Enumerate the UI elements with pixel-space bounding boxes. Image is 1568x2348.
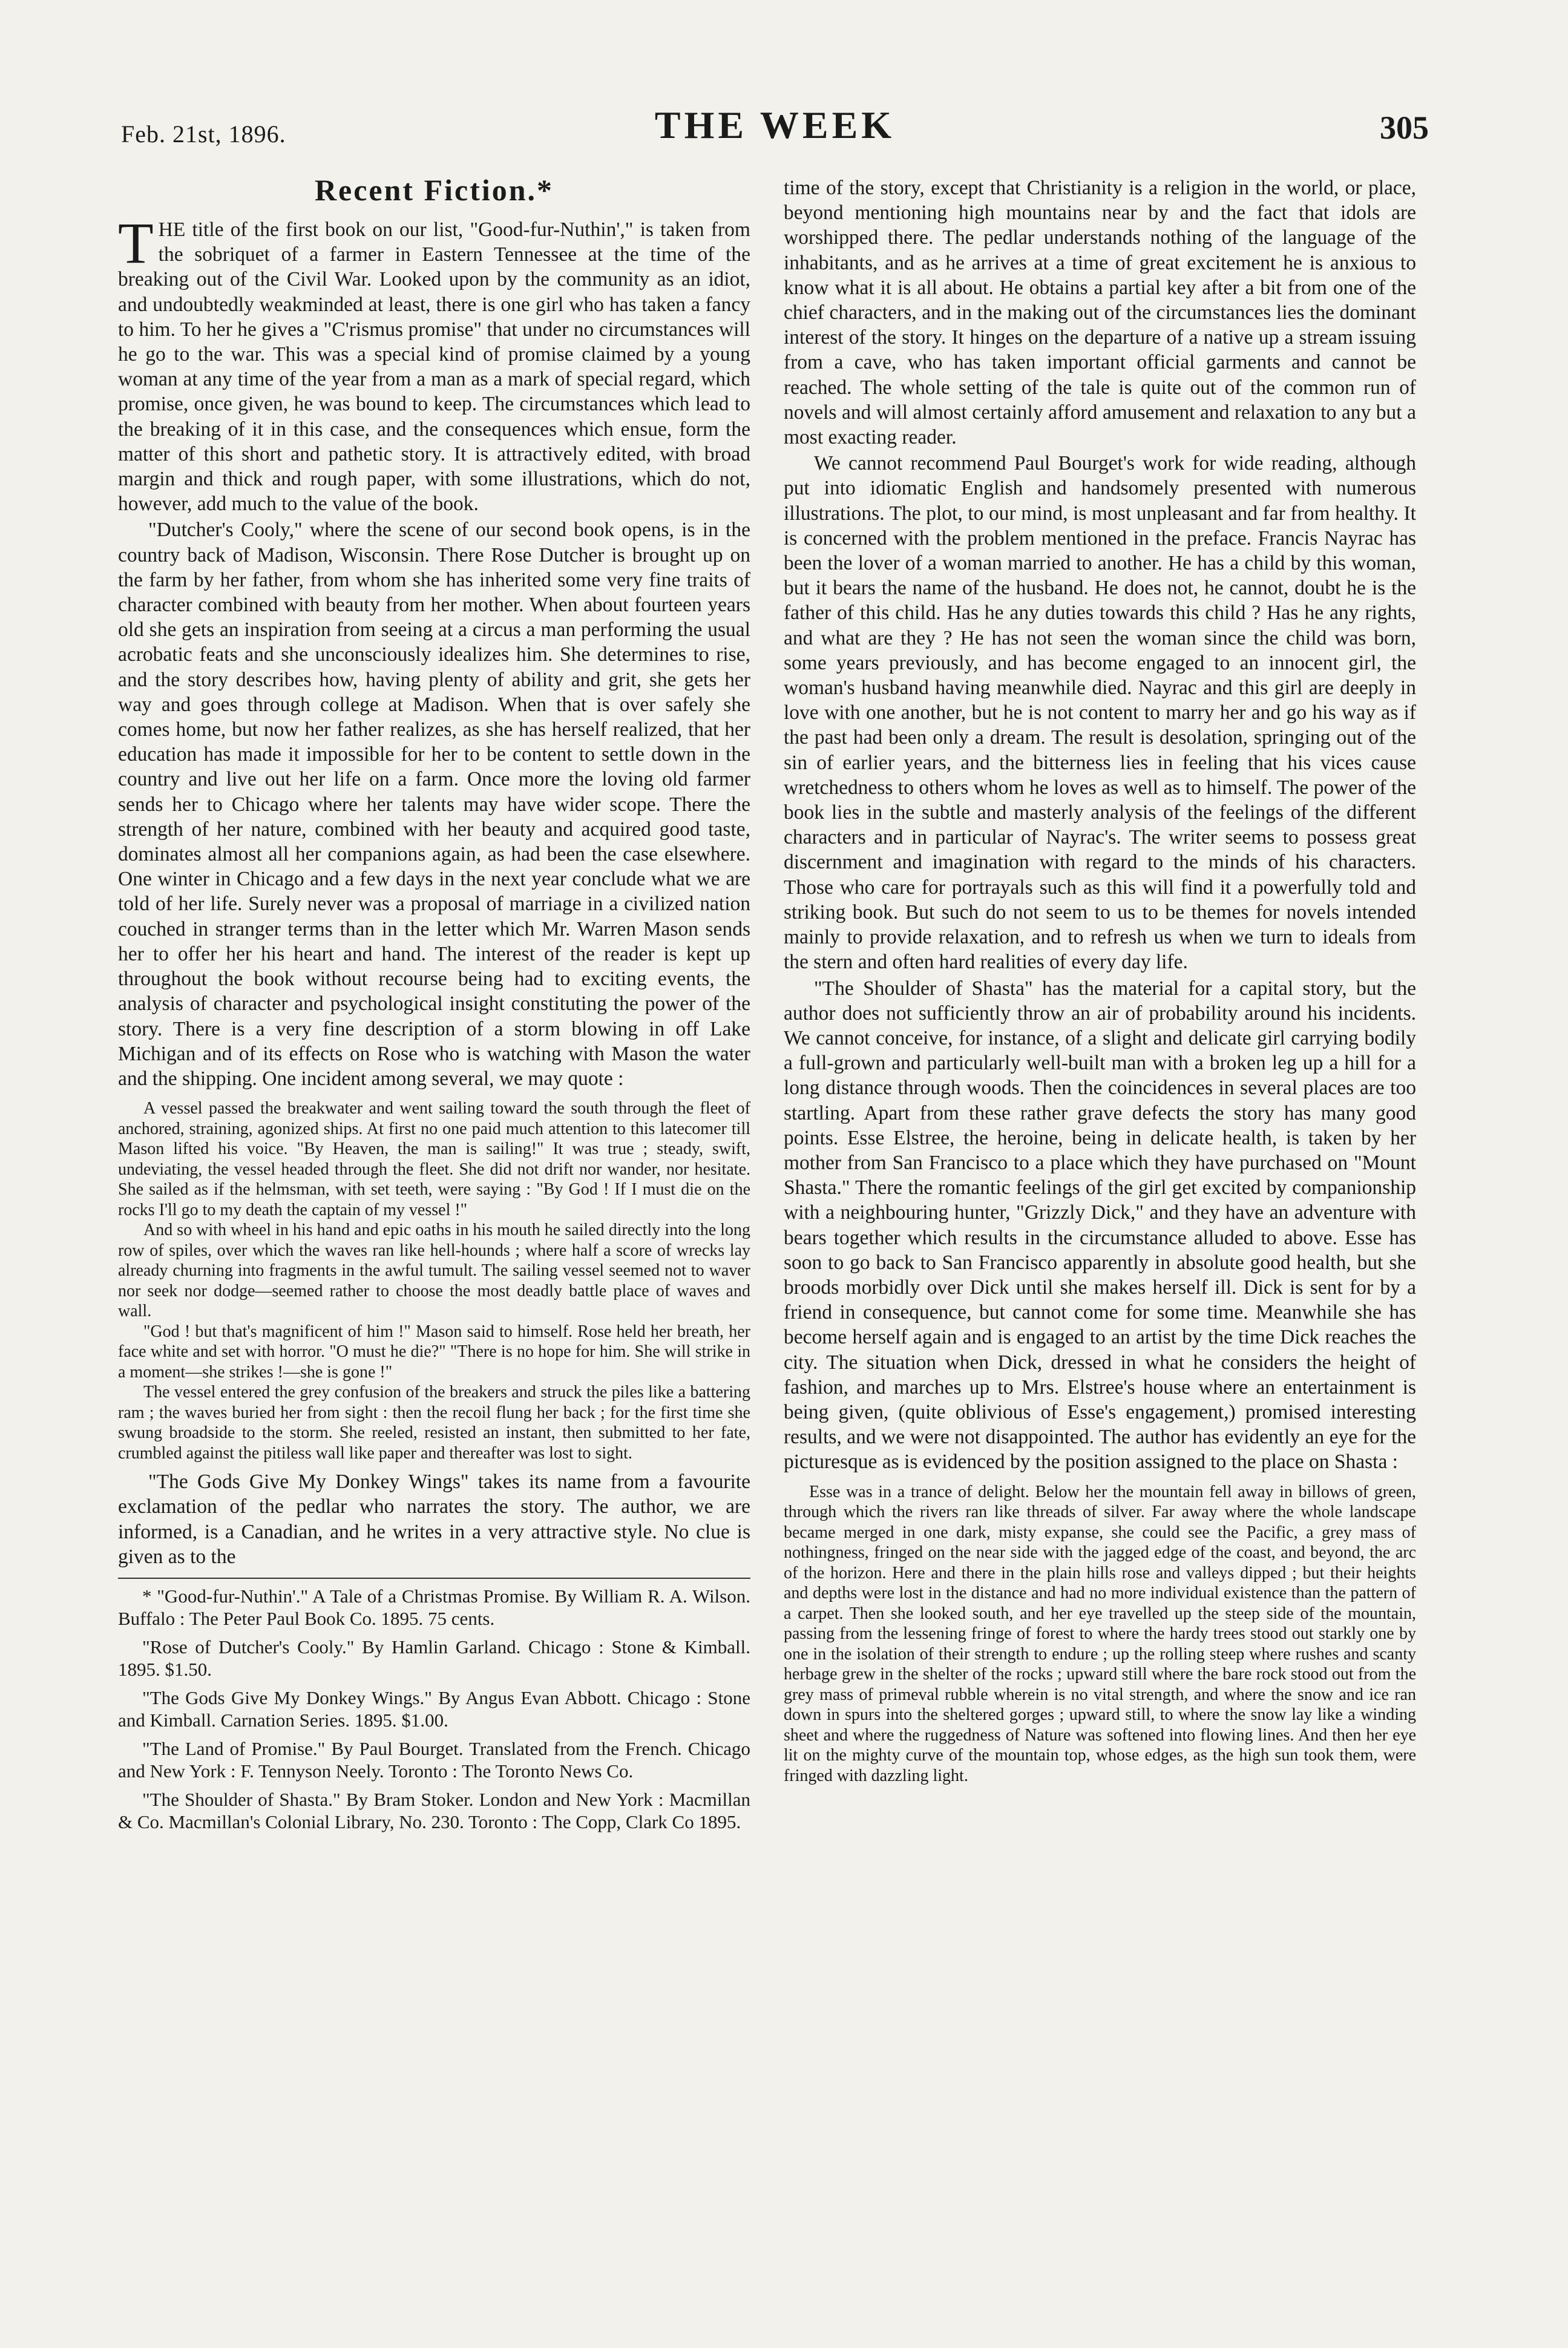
- footnotes: [118, 1585, 750, 1833]
- footnote: "The Shoulder of Shasta." By Bram Stoker. London and New York : Macmillan & Co. Macmillan's Colonial Library, No. 230. Toronto : The Copp, Clark Co 1895.: [118, 1788, 750, 1832]
- quote-paragraph: And so with wheel in his hand and epic oaths in his mouth he sailed directly into the long row of spiles, over which the waves ran like hell-hounds ; where half a score of wrecks lay already churning into fragments in the awful tumult. The sailing vessel seemed not to waver nor seek nor dodge—seemed rather to choose the most deadly battle place of waves and wall.: [118, 1221, 750, 1321]
- quote-paragraph: The vessel entered the grey confusion of the breakers and struck the piles like a battering ram ; the waves buried her from sight : then the recoil flung her back ; for the first time she swung broadside to the storm. She reeled, resisted an instant, then submitted to her fate, crumbled against the pitiless wall like paper and thereafter was lost to sight.: [118, 1383, 750, 1463]
- quote-paragraph: A vessel passed the breakwater and went sailing toward the south through the fleet of anchored, straining, agonized ships. At first no one paid much attention to this latecomer till Mason lifted his voice. "By Heaven, the man is sailing!" It was true ; steady, swift, undeviating, the vessel headed through the fleet. She did not drift nor wander, nor hesitate. She sailed as if the helmsman, with set teeth, were saying : "By God ! If I must die on the rocks I'll go to my death the captain of my vessel !": [118, 1099, 750, 1219]
- quote-paragraph: "God ! but that's magnificent of him !" Mason said to himself. Rose held her breath, her face white and set with horror. "O must he die?" "There is no hope for him. She will strike in a moment—she strikes !—she is gone !": [118, 1322, 750, 1382]
- block-quote-storm: [118, 1098, 750, 1463]
- footnote: "The Gods Give My Donkey Wings." By Angus Evan Abbott. Chicago : Stone and Kimball. Carnation Series. 1895. $1.00.: [118, 1687, 750, 1731]
- footnote: * "Good-fur-Nuthin'." A Tale of a Christmas Promise. By William R. A. Wilson. Buffalo : The Peter Paul Book Co. 1895. 75 cents.: [118, 1585, 750, 1629]
- right-column: [784, 175, 1416, 1792]
- issue-date: Feb. 21st, 1896.: [121, 120, 286, 148]
- left-column: [118, 172, 750, 1839]
- publication-title: THE WEEK: [654, 103, 896, 146]
- article-title: Recent Fiction.*: [314, 173, 554, 207]
- footnote: "The Land of Promise." By Paul Bourget. Translated from the French. Chicago and New York : F. Tennyson Neely. Toronto : The Toronto News Co.: [118, 1737, 750, 1782]
- page-number: 305: [1380, 110, 1429, 146]
- paragraph-donkey-wings-continued: time of the story, except that Christianity is a religion in the world, or place, beyond mentioning high mountains near by and the fact that idols are worshipped there. The pedlar understands nothing of the language of the inhabitants, and as he arrives at a time of great excitement he is anxious to know what it is all about. He obtains a partial key after a bit from one of the chief characters, and in the making out of the circumstances lies the dominant interest of the story. It hinges on the departure of a native up a stream issuing from a cave, who has taken important official garments and cannot be reached. The whole setting of the tale is quite out of the common run of novels and will almost certainly afford amusement and relaxation to any but a most exacting reader.: [784, 177, 1416, 449]
- paragraph-land-of-promise: We cannot recommend Paul Bourget's work for wide reading, although put into idiomatic English and handsomely presented with numerous illustrations. The plot, to our mind, is most unpleasant and far from healthy. It is concerned with the problem mentioned in the preface. Francis Nayrac has been the lover of a woman married to another. He has a child by this woman, but it bears the name of the husband. He does not, he cannot, doubt he is the father of this child. Has he any duties towards this child ? Has he any rights, and what are they ? He has not seen the woman since the child was born, some years previously, and has become engaged to an innocent girl, the woman's husband having meanwhile died. Nayrac and this girl are deeply in love with one another, but he is not content to marry her and go his way as if the past had been only a dream. The result is desolation, springing out of the sin of earlier years, and the bitterness lies in feeling that his vices cause wretchedness to others whom he loves as well as to himself. The power of the book lies in the subtle and masterly analysis of the feelings of the different characters and in particular of Nayrac's. The writer seems to possess great discernment and imagination with regard to the minds of his characters. Those who care for portrayals such as this will find it a powerfully told and striking book. But such do not seem to us to be themes for novels intended mainly to provide relaxation, and to refresh us when we turn to ideals from the stern and often hard realities of every day life.: [784, 452, 1416, 974]
- running-head: [121, 103, 1429, 157]
- block-quote-shasta: [784, 1482, 1416, 1786]
- quote-paragraph: Esse was in a trance of delight. Below her the mountain fell away in billows of green, through which the rivers ran like threads of silver. Far away where the whole landscape became merged in one dark, misty expanse, she could see the Pacific, a grey mass of nothingness, fringed on the near side with the jagged edge of the coast, and beyond, the arc of the horizon. Here and there in the plain hills rose and valleys dipped ; but their heights and depths were lost in the distance and had no more individual existence than the pattern of a carpet. Then she looked south, and her eye travelled up the steep side of the mountain, passing from the lessening fringe of forest to where the hardy trees stood out starkly one by one in the isolation of their strength to endure ; up the rolling steep where rushes and scanty herbage grew in the shelter of the rocks ; upward still where the bare rock stood out from the grey mass of primeval rubble wherein is no vital strength, and where the snow and ice ran down in spurs into the sheltered gorges ; upward still, to where the snow lay like a winding sheet and where the ruggedness of Nature was softened into flowing lines. And then her eye lit on the mighty curve of the mountain top, whose edges, as the high sun took them, were fringed with dazzling light.: [784, 1482, 1416, 1785]
- paragraph-dutchers-cooly: "Dutcher's Cooly," where the scene of our second book opens, is in the country back of Madison, Wisconsin. There Rose Dutcher is brought up on the farm by her father, from whom she has inherited some very fine traits of character combined with beauty from her mother. When about fourteen years old she gets an inspiration from seeing at a circus a man performing the usual acrobatic feats and she unconsciously idealizes him. She determines to rise, and the story describes how, having plenty of ability and grit, she gets her way and goes through college at Madison. When that is over safely she comes home, but now her father realizes, as she has herself realized, that her education has made it impossible for her to be content to settle down in the country and live out her life on a farm. Once more the loving old farmer sends her to Chicago where her talents may have wider scope. There the strength of her nature, combined with her beauty and acquired good taste, dominates almost all her companions again, as had been the case elsewhere. One winter in Chicago and a few days in the next year conclude what we are told of her life. Surely never was a proposal of marriage in a civilized nation couched in stranger terms than in the letter which Mr. Warren Mason sends her to offer her his heart and hand. The interest of the reader is kept up throughout the book without recourse being had to exciting events, the analysis of character and psychological insight constituting the power of the story. There is a very fine description of a storm blowing in off Lake Michigan and of its effects on Rose who is watching with Mason the water and the shipping. One incident among several, we may quote :: [118, 519, 750, 1090]
- footnote: "Rose of Dutcher's Cooly." By Hamlin Garland. Chicago : Stone & Kimball. 1895. $1.50.: [118, 1636, 750, 1680]
- paragraph-good-fur-nuthin: THE title of the first book on our list, "Good-fur-Nuthin'," is taken from the sobriquet of a farmer in Eastern Tennessee at the time of the breaking out of the Civil War. Looked upon by the community as an idiot, and undoubtedly weakminded at least, there is one girl who has taken a fancy to him. To her he gives a "C'rismus promise" that under no circumstances will he go to the war. This was a special kind of promise claimed by a young woman at any time of the year from a man as a mark of special regard, which promise, once given, he was bound to keep. The circumstances which lead to the breaking of it in this case, and the consequences which ensue, form the matter of this short and pathetic story. It is attractively edited, with broad margin and thick and rough paper, with some illustrations, which do not, however, add much to the value of the book.: [118, 211, 750, 516]
- drop-cap: T: [118, 211, 154, 275]
- paragraph-donkey-wings: "The Gods Give My Donkey Wings" takes its name from a favourite exclamation of the pedlar who narrates the story. The author, we are informed, is a Canadian, and he writes in a very attractive style. No clue is given as to the: [118, 1471, 750, 1568]
- paragraph-shoulder-of-shasta: "The Shoulder of Shasta" has the material for a capital story, but the author does not sufficiently throw an air of probability around his incidents. We cannot conceive, for instance, of a slight and delicate girl carrying bodily a full-grown and particularly well-built man with a broken leg up a hill for a long distance through woods. Then the coincidences in several places are too startling. Apart from these rather grave defects the story has many good points. Esse Elstree, the heroine, being in delicate health, is taken by her mother from San Francisco to a place which they have purchased on "Mount Shasta." There the romantic feelings of the girl get excited by companionship with a neighbouring hunter, "Grizzly Dick," and they have an adventure with bears together which results in the circumstance alluded to above. Esse has soon to go back to San Francisco apparently in absolute good health, but she broods morbidly over Dick until she makes herself ill. Dick is sent for by a friend in consequence, but cannot come for some time. Meanwhile she has become herself again and is engaged to an artist by the time Dick reaches the city. The situation when Dick, dressed in what he considers the height of fashion, and marches up to Mrs. Elstree's house where an entertainment is being given, (quite oblivious of Esse's engagement,) promised interesting results, and we were not disappointed. The author has evidently an eye for the picturesque as is evidenced by the position assigned to the place on Shasta :: [784, 977, 1416, 1474]
- footnote-divider: [118, 1578, 750, 1579]
